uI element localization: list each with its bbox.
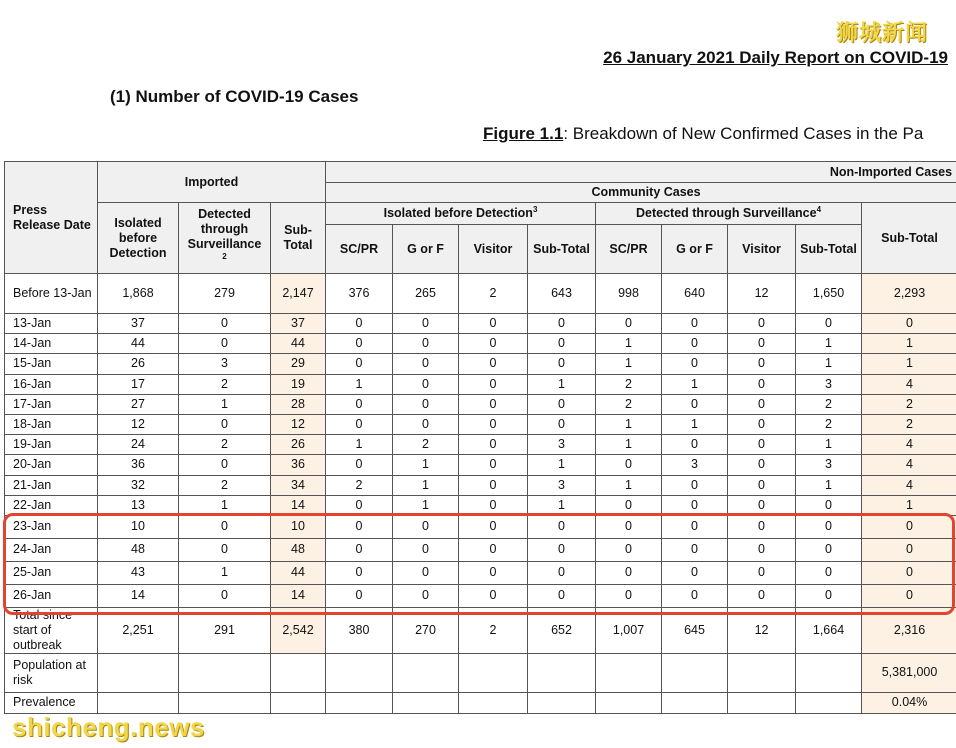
- row-date: 16-Jan: [5, 374, 98, 394]
- empty-cell: [393, 653, 459, 692]
- header-imp-surveillance: Detected through Surveillance $^2$: [179, 203, 271, 274]
- report-title: 26 January 2021 Daily Report on COVID-19: [603, 48, 948, 67]
- table-cell: 2: [459, 274, 528, 314]
- empty-cell: [728, 653, 796, 692]
- table-cell: 380: [326, 607, 393, 653]
- header-isolated-group: Isolated before Detection$^3$: [326, 203, 596, 225]
- table-cell: 3: [179, 354, 271, 374]
- table-cell: 0: [596, 561, 662, 584]
- table-cell: 0: [728, 354, 796, 374]
- table-cell: 640: [662, 274, 728, 314]
- table-cell: 0: [796, 561, 862, 584]
- table-cell: 29: [271, 354, 326, 374]
- table-cell: 998: [596, 274, 662, 314]
- table-cell: 1: [393, 455, 459, 475]
- table-cell: 0: [459, 334, 528, 354]
- empty-cell: [179, 653, 271, 692]
- table-cell: 0: [728, 314, 796, 334]
- table-cell: 37: [271, 314, 326, 334]
- table-cell: 0: [862, 584, 956, 607]
- table-cell: 2: [862, 394, 956, 414]
- table-cell: 0: [393, 354, 459, 374]
- table-cell: 1: [596, 414, 662, 434]
- table-cell: 0: [796, 538, 862, 561]
- table-cell: 652: [528, 607, 596, 653]
- table-cell: 0: [596, 538, 662, 561]
- table-cell: 2,147: [271, 274, 326, 314]
- table-cell: 26: [271, 435, 326, 455]
- row-date: 17-Jan: [5, 394, 98, 414]
- table-cell: 0: [179, 538, 271, 561]
- empty-cell: [728, 692, 796, 713]
- table-cell: 0: [326, 584, 393, 607]
- table-cell: 0: [459, 354, 528, 374]
- row-date: 23-Jan: [5, 515, 98, 538]
- table-cell: 0: [862, 538, 956, 561]
- table-cell: 0: [393, 334, 459, 354]
- table-cell: 0: [728, 515, 796, 538]
- watermark-top: 狮城新闻: [836, 20, 929, 45]
- table-cell: 44: [271, 334, 326, 354]
- table-cell: 1: [393, 475, 459, 495]
- table-cell: 1: [596, 354, 662, 374]
- empty-cell: [459, 653, 528, 692]
- table-cell: 44: [271, 561, 326, 584]
- highlight-box: [3, 513, 955, 615]
- table-cell: 1: [179, 495, 271, 515]
- table-cell: 12: [271, 414, 326, 434]
- row-date: 24-Jan: [5, 538, 98, 561]
- table-cell: 0: [326, 394, 393, 414]
- table-cell: 0: [393, 414, 459, 434]
- table-cell: 24: [98, 435, 179, 455]
- table-cell: 0: [179, 334, 271, 354]
- header-surveillance-group: Detected through Surveillance$^4$: [596, 203, 862, 225]
- table-cell: 2: [459, 607, 528, 653]
- table-cell: 2,293: [862, 274, 956, 314]
- table-cell: 1: [596, 475, 662, 495]
- table-cell: 2: [796, 394, 862, 414]
- table-cell: 0: [662, 584, 728, 607]
- table-cell: 17: [98, 374, 179, 394]
- row-date: 13-Jan: [5, 314, 98, 334]
- empty-cell: [98, 692, 179, 713]
- table-cell: 0: [393, 394, 459, 414]
- header-iso-visitor: Visitor: [459, 225, 528, 274]
- table-cell: 0: [459, 584, 528, 607]
- table-cell: 0: [179, 455, 271, 475]
- empty-cell: [326, 692, 393, 713]
- table-cell: 1: [596, 435, 662, 455]
- table-cell: 3: [528, 435, 596, 455]
- table-cell: 1: [179, 394, 271, 414]
- table-cell: 0: [528, 314, 596, 334]
- header-non-imported: Non-Imported Cases: [326, 162, 956, 183]
- table-cell: 0: [179, 584, 271, 607]
- table-cell: 0: [662, 538, 728, 561]
- table-cell: 12: [728, 607, 796, 653]
- table-cell: 0: [728, 455, 796, 475]
- table-cell: 3: [662, 455, 728, 475]
- table-cell: 0: [528, 561, 596, 584]
- table-cell: 1: [326, 374, 393, 394]
- table-cell: 0: [728, 475, 796, 495]
- table-cell: 14: [98, 584, 179, 607]
- table-cell: 27: [98, 394, 179, 414]
- table-cell: 13: [98, 495, 179, 515]
- table-cell: 1: [662, 414, 728, 434]
- table-cell: 0: [528, 394, 596, 414]
- table-cell: 0: [528, 354, 596, 374]
- empty-cell: [179, 692, 271, 713]
- table-cell: 2: [393, 435, 459, 455]
- table-cell: 0: [459, 538, 528, 561]
- table-cell: 12: [728, 274, 796, 314]
- row-date: 26-Jan: [5, 584, 98, 607]
- empty-cell: [271, 692, 326, 713]
- table-cell: 0: [459, 414, 528, 434]
- table-cell: 0: [326, 414, 393, 434]
- header-surv-g-or-f: G or F: [662, 225, 728, 274]
- table-cell: 0: [393, 374, 459, 394]
- table-cell: 0: [528, 538, 596, 561]
- table-cell: 0: [393, 515, 459, 538]
- row-date: 22-Jan: [5, 495, 98, 515]
- table-cell: 0: [662, 515, 728, 538]
- table-cell: 1: [662, 374, 728, 394]
- table-cell: 19: [271, 374, 326, 394]
- empty-cell: [528, 653, 596, 692]
- empty-cell: [662, 653, 728, 692]
- table-cell: 0: [662, 334, 728, 354]
- table-cell: 0: [596, 515, 662, 538]
- table-cell: 0: [862, 515, 956, 538]
- table-cell: 2: [179, 475, 271, 495]
- table-cell: 0: [862, 561, 956, 584]
- row-date: 15-Jan: [5, 354, 98, 374]
- table-cell: 0: [728, 374, 796, 394]
- table-cell: 43: [98, 561, 179, 584]
- table-cell: 0: [662, 475, 728, 495]
- table-cell: 1: [796, 435, 862, 455]
- population-row-value: 5,381,000: [862, 653, 956, 692]
- table-cell: 3: [796, 455, 862, 475]
- table-cell: 14: [271, 495, 326, 515]
- table-cell: 0: [326, 515, 393, 538]
- header-surv-sc-pr: SC/PR: [596, 225, 662, 274]
- table-cell: 0: [796, 314, 862, 334]
- row-date: 20-Jan: [5, 455, 98, 475]
- table-cell: 36: [98, 455, 179, 475]
- table-cell: 0: [459, 394, 528, 414]
- section-title: (1) Number of COVID-19 Cases: [110, 87, 359, 106]
- table-row: [5, 334, 956, 354]
- empty-cell: [98, 653, 179, 692]
- prevalence-row-label: Prevalence: [5, 692, 98, 713]
- table-cell: 34: [271, 475, 326, 495]
- empty-cell: [326, 653, 393, 692]
- table-cell: 0: [393, 584, 459, 607]
- table-row: [5, 274, 956, 314]
- table-cell: 643: [528, 274, 596, 314]
- table-cell: 2: [179, 374, 271, 394]
- table-cell: 0: [393, 561, 459, 584]
- header-imp-subtotal: Sub-Total: [271, 203, 326, 274]
- table-cell: 0: [728, 584, 796, 607]
- table-cell: 0: [326, 455, 393, 475]
- table-cell: 0: [728, 495, 796, 515]
- table-cell: 48: [98, 538, 179, 561]
- table-cell: 2,251: [98, 607, 179, 653]
- table-cell: 32: [98, 475, 179, 495]
- empty-cell: [596, 692, 662, 713]
- empty-cell: [271, 653, 326, 692]
- row-date: Total since start of outbreak: [5, 607, 98, 653]
- table-row: [5, 314, 956, 334]
- header-press-release-date: Press Release Date: [5, 162, 98, 274]
- table-cell: 12: [98, 414, 179, 434]
- table-cell: 2,542: [271, 607, 326, 653]
- table-cell: 1: [596, 334, 662, 354]
- table-cell: 0: [596, 584, 662, 607]
- table-cell: 270: [393, 607, 459, 653]
- table-cell: 0: [662, 314, 728, 334]
- table-cell: 0: [596, 314, 662, 334]
- table-cell: 0: [528, 414, 596, 434]
- header-imp-isolated: Isolated before Detection: [98, 203, 179, 274]
- table-cell: 279: [179, 274, 271, 314]
- table-cell: 0: [459, 495, 528, 515]
- table-cell: 36: [271, 455, 326, 475]
- table-cell: 1,664: [796, 607, 862, 653]
- header-subtotal-right: Sub-Total: [862, 203, 956, 274]
- table-cell: 4: [862, 374, 956, 394]
- table-cell: 0: [326, 354, 393, 374]
- table-row: [5, 455, 956, 475]
- header-iso-subtotal: Sub-Total: [528, 225, 596, 274]
- table-cell: 0: [796, 495, 862, 515]
- header-imported: Imported: [98, 162, 326, 203]
- table-cell: 291: [179, 607, 271, 653]
- header-iso-sc-pr: SC/PR: [326, 225, 393, 274]
- figure-caption: [483, 124, 923, 144]
- table-row: [5, 475, 956, 495]
- prevalence-row: [5, 692, 956, 713]
- row-date: 14-Jan: [5, 334, 98, 354]
- table-cell: 0: [728, 414, 796, 434]
- table-cell: 1: [862, 334, 956, 354]
- table-cell: 0: [459, 455, 528, 475]
- table-row: [5, 414, 956, 434]
- empty-cell: [393, 692, 459, 713]
- table-cell: 0: [528, 584, 596, 607]
- table-cell: 1,007: [596, 607, 662, 653]
- table-cell: 0: [728, 538, 796, 561]
- empty-cell: [596, 653, 662, 692]
- row-date: 25-Jan: [5, 561, 98, 584]
- table-cell: 0: [528, 334, 596, 354]
- table-cell: 0: [179, 515, 271, 538]
- table-row: [5, 374, 956, 394]
- table-cell: 1: [862, 495, 956, 515]
- table-cell: 48: [271, 538, 326, 561]
- prevalence-row-value: 0.04%: [862, 692, 956, 713]
- table-cell: 0: [459, 435, 528, 455]
- table-cell: 0: [596, 455, 662, 475]
- table-cell: 645: [662, 607, 728, 653]
- table-cell: 1: [796, 354, 862, 374]
- table-row: [5, 394, 956, 414]
- row-date: 21-Jan: [5, 475, 98, 495]
- empty-cell: [662, 692, 728, 713]
- table-cell: 1: [393, 495, 459, 515]
- row-date: Before 13-Jan: [5, 274, 98, 314]
- table-cell: 0: [728, 435, 796, 455]
- table-cell: 0: [393, 538, 459, 561]
- table-cell: 376: [326, 274, 393, 314]
- table-cell: 0: [862, 314, 956, 334]
- table-cell: 2: [862, 414, 956, 434]
- table-cell: 4: [862, 475, 956, 495]
- table-cell: 37: [98, 314, 179, 334]
- table-cell: 14: [271, 584, 326, 607]
- table-cell: 0: [662, 394, 728, 414]
- header-surv-subtotal: Sub-Total: [796, 225, 862, 274]
- table-cell: 1,650: [796, 274, 862, 314]
- table-cell: 1: [326, 435, 393, 455]
- table-cell: 0: [326, 561, 393, 584]
- table-cell: 0: [662, 561, 728, 584]
- table-row: [5, 435, 956, 455]
- table-cell: 1: [796, 475, 862, 495]
- row-date: 18-Jan: [5, 414, 98, 434]
- table-cell: 0: [662, 495, 728, 515]
- table-cell: 0: [179, 314, 271, 334]
- table-cell: 1,868: [98, 274, 179, 314]
- table-cell: 0: [326, 314, 393, 334]
- table-cell: 3: [528, 475, 596, 495]
- table-cell: 28: [271, 394, 326, 414]
- table-cell: 0: [796, 515, 862, 538]
- empty-cell: [796, 653, 862, 692]
- empty-cell: [528, 692, 596, 713]
- population-row: [5, 653, 956, 692]
- table-cell: 0: [796, 584, 862, 607]
- table-cell: 2,316: [862, 607, 956, 653]
- table-cell: 10: [98, 515, 179, 538]
- header-surv-visitor: Visitor: [728, 225, 796, 274]
- table-cell: 0: [528, 515, 596, 538]
- table-cell: 2: [596, 394, 662, 414]
- table-cell: 0: [393, 314, 459, 334]
- cases-table: [4, 161, 956, 714]
- figure-caption-text: : Breakdown of New Confirmed Cases in the Pa: [563, 124, 924, 143]
- table-cell: 10: [271, 515, 326, 538]
- population-row-label: Population at risk: [5, 653, 98, 692]
- table-cell: 2: [326, 475, 393, 495]
- table-cell: 0: [459, 374, 528, 394]
- table-cell: 0: [326, 495, 393, 515]
- table-cell: 0: [459, 515, 528, 538]
- table-cell: 0: [326, 538, 393, 561]
- watermark-bottom: shicheng.news: [12, 712, 205, 742]
- table-cell: 1: [796, 334, 862, 354]
- table-cell: 0: [596, 495, 662, 515]
- table-cell: 0: [459, 561, 528, 584]
- figure-label: Figure 1.1: [483, 124, 564, 143]
- table-cell: 3: [796, 374, 862, 394]
- table-cell: 0: [179, 414, 271, 434]
- header-community: Community Cases: [326, 183, 956, 203]
- row-date: 19-Jan: [5, 435, 98, 455]
- table-cell: 1: [179, 561, 271, 584]
- table-cell: 1: [862, 354, 956, 374]
- table-cell: 2: [596, 374, 662, 394]
- table-cell: 0: [728, 334, 796, 354]
- table-cell: 0: [728, 561, 796, 584]
- header-iso-g-or-f: G or F: [393, 225, 459, 274]
- table-row: [5, 354, 956, 374]
- table-cell: 265: [393, 274, 459, 314]
- table-cell: 0: [728, 394, 796, 414]
- table-cell: 2: [796, 414, 862, 434]
- table-cell: 0: [459, 475, 528, 495]
- table-cell: 0: [326, 334, 393, 354]
- table-cell: 1: [528, 495, 596, 515]
- table-cell: 0: [662, 354, 728, 374]
- table-cell: 44: [98, 334, 179, 354]
- empty-cell: [796, 692, 862, 713]
- empty-cell: [459, 692, 528, 713]
- table-cell: 26: [98, 354, 179, 374]
- table-cell: 1: [528, 455, 596, 475]
- table-cell: 2: [179, 435, 271, 455]
- table-cell: 0: [459, 314, 528, 334]
- table-cell: 1: [528, 374, 596, 394]
- table-cell: 4: [862, 455, 956, 475]
- table-cell: 4: [862, 435, 956, 455]
- table-cell: 0: [662, 435, 728, 455]
